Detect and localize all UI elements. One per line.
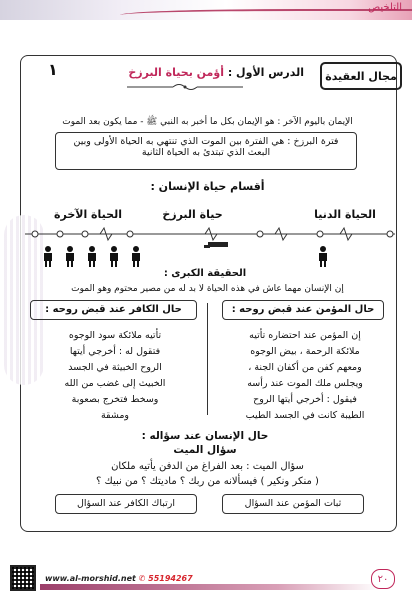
ornament-divider [125, 83, 245, 91]
subject-label: مجال العقيدة [320, 62, 402, 90]
disbeliever-line: الروح الخبيثة في الجسد [68, 362, 162, 373]
lesson-label: الدرس الأول : [227, 66, 304, 79]
footer-contact: www.al-morshid.net ✆ 55194267 [45, 574, 193, 583]
column-divider [207, 303, 208, 415]
believer-death-heading: حال المؤمن عند قبض روحه : [222, 300, 384, 320]
footer-bar [40, 584, 380, 590]
believer-line: ومعهم كفن من أكفان الجنة ، [248, 362, 362, 373]
barzakh-definition-line1: فترة البرزخ : هي الفترة بين الموت الذي تنتهي به الحياة الأولى وبين [73, 136, 339, 147]
life-type-barzakh: حياة البرزخ [162, 208, 223, 221]
life-type-akhira: الحياة الآخرة [54, 208, 122, 221]
disbeliever-death-heading: حال الكافر عند قبض روحه : [30, 300, 197, 320]
phone-number: 55194267 [148, 574, 193, 583]
believer-line: إن المؤمن عند احتضاره تأتيه [249, 330, 361, 341]
believer-line: ويجلس ملك الموت عند رأسه [247, 378, 363, 389]
disbeliever-line: الخبيث إلى غضب من الله [64, 378, 166, 389]
believer-line: فيقول : أخرجي أيتها الروح [253, 394, 357, 405]
disbeliever-line: ومشقة [100, 410, 130, 421]
question-text-line1: سؤال الميت : بعد الفراغ من الدفن يأتيه ملكان [111, 461, 304, 472]
disbeliever-line: تأتيه ملائكة سود الوجوه [68, 330, 162, 341]
header-title: التلخيص [368, 2, 402, 13]
barzakh-definition-box [55, 132, 357, 170]
disbeliever-death-text [35, 328, 195, 424]
great-truth-text: إن الإنسان مهما عاش في هذه الحياة لا بد له من مصير محتوم وهو الموت [71, 284, 344, 294]
qr-code-icon [10, 565, 36, 591]
disbeliever-answer-box: ارتباك الكافر عند السؤال [55, 494, 197, 514]
question-text-line2: ( منكر ونكير ) فيسألانه من ربك ؟ ماديتك ؟ من نبيك ؟ [96, 476, 319, 487]
question-subheading: سؤال الميت [173, 444, 237, 456]
page-number: ٢٠ [371, 569, 395, 589]
believer-answer-box: ثبات المؤمن عند السؤال [222, 494, 364, 514]
believer-line: ملائكة الرحمة ، بيض الوجوه [250, 346, 360, 357]
faith-last-day-definition: الإيمان باليوم الآخر : هو الإيمان بكل ما أخبر به النبي ﷺ - مما يكون بعد الموت [62, 117, 353, 127]
great-truth-heading: الحقيقة الكبرى : [163, 268, 247, 279]
website-link[interactable]: www.al-morshid.net [45, 574, 136, 583]
life-type-dunya: الحياة الدنيا [314, 208, 376, 221]
disbeliever-line: وسخط فتخرج بصعوبة [71, 394, 159, 405]
people-group-icon [40, 245, 160, 267]
lesson-name: أؤمن بحياة البرزخ [128, 66, 224, 79]
top-band [0, 0, 412, 20]
life-types-heading: أقسام حياة الإنسان : [150, 180, 265, 193]
disbeliever-line: فتقول له : أخرجي أيتها [69, 346, 161, 357]
lesson-title [128, 66, 304, 79]
believer-death-text [220, 328, 390, 424]
barzakh-definition-line2: البعث الذي تبتدئ به الحياة الثانية [141, 147, 271, 158]
lesson-number: ١ [48, 60, 58, 79]
question-heading: حال الإنسان عند سؤاله : [141, 430, 269, 442]
person-icon [315, 245, 331, 267]
believer-line: الطيبة كانت في الجسد الطيب [245, 410, 365, 421]
